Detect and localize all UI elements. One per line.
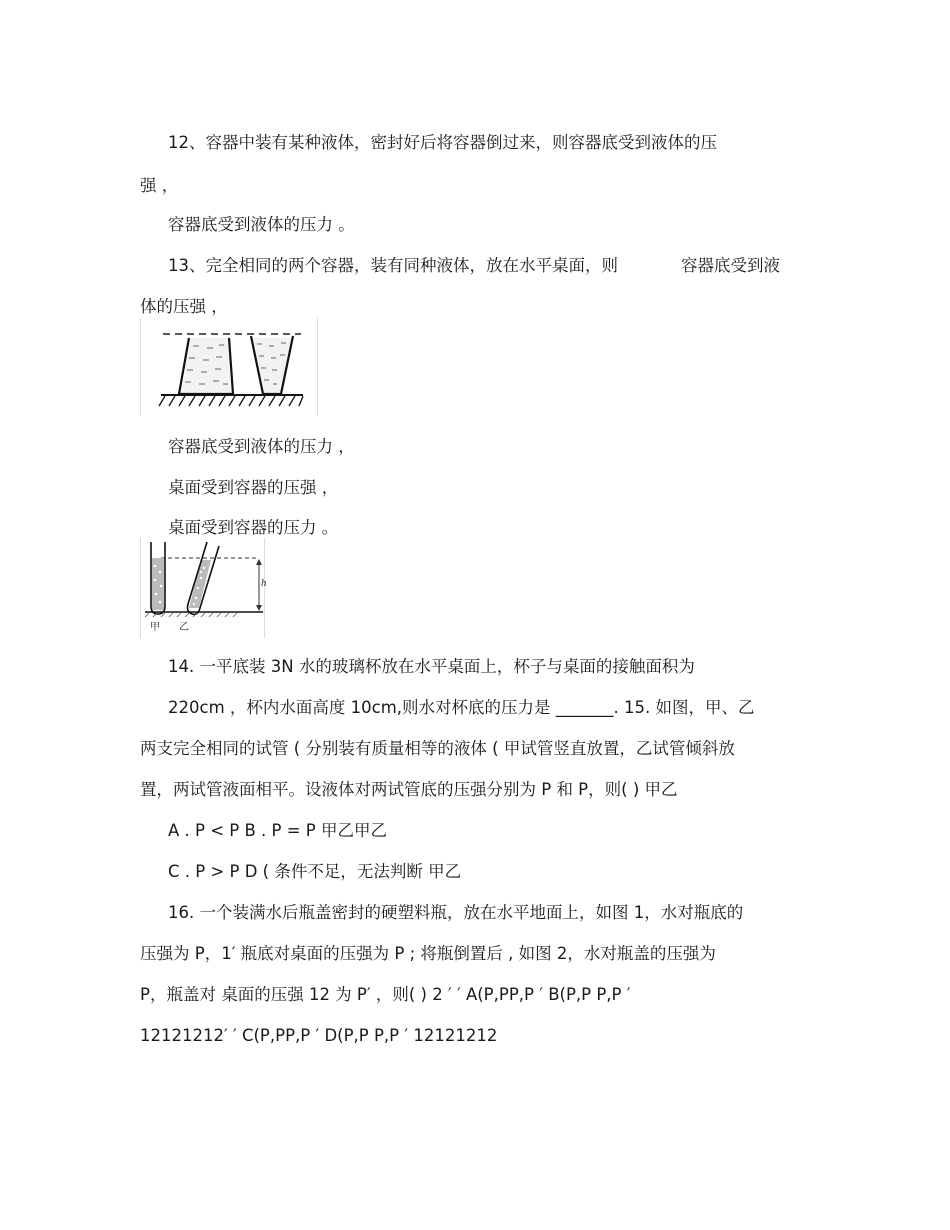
q13-line-1b: 容器底受到液 [681, 256, 780, 275]
q16-line-2: 压强为 P，1′ 瓶底对桌面的压强为 P ; 将瓶倒置后 , 如图 2，水对瓶盖的压强为 [140, 944, 716, 963]
q16-line-4: 12121212′ ′ C(P,PP,P ′ D(P,P P,P ′ 12121212 [140, 1026, 498, 1045]
q12-line-3: 容器底受到液体的压力 。 [168, 215, 355, 234]
figure-test-tubes [140, 538, 265, 638]
containers-diagram [141, 318, 317, 416]
q14-line-1: 14. 一平底装 3N 水的玻璃杯放在水平桌面上，杯子与桌面的接触面积为 [168, 657, 695, 676]
test-tubes-diagram [141, 538, 267, 638]
q13-line-5: 桌面受到容器的压力 。 [168, 518, 339, 537]
q16-line-3: P，瓶盖对 桌面的压强 12 为 P′ ，则( ) 2 ′ ′ A(P,PP,P ′ B(P,P P,P ′ [140, 985, 631, 1004]
height-arrow-bottom [256, 605, 262, 611]
q14-line-3: 两支完全相同的试管 ( 分别装有质量相等的液体 ( 甲试管竖直放置，乙试管倾斜放 [140, 739, 735, 758]
q14-line-5: A . P < P B . P = P 甲乙甲乙 [168, 821, 387, 840]
q13-line-3: 容器底受到液体的压力 ， [168, 437, 355, 456]
figure-containers [140, 318, 318, 416]
q14-line-4: 置，两试管液面相平。设液体对两试管底的压强分别为 P 和 P，则( ) 甲乙 [140, 780, 678, 799]
q13-line-4: 桌面受到容器的压强 ， [168, 478, 339, 497]
height-arrow-top [256, 559, 262, 565]
label-jia: 甲 [150, 622, 160, 633]
q12-line-2: 强 ， [140, 176, 179, 195]
q13-line-1a: 13、完全相同的两个容器，装有同种液体，放在水平桌面，则 [168, 256, 618, 275]
q14-line-6: C . P > P D ( 条件不足，无法判断 甲乙 [168, 862, 462, 881]
label-h: h [261, 579, 267, 589]
q14-line-2: 220cm ，杯内水面高度 10cm,则水对杯底的压力是 _______. 15. 如图，甲、乙 [168, 698, 755, 717]
q12-line-1: 12、容器中装有某种液体，密封好后将容器倒过来，则容器底受到液体的压 [168, 133, 717, 152]
ground-hatching [159, 396, 303, 406]
q16-line-1: 16. 一个装满水后瓶盖密封的硬塑料瓶，放在水平地面上，如图 1，水对瓶底的 [168, 903, 744, 922]
label-yi: 乙 [179, 622, 189, 633]
q13-line-2: 体的压强 ， [140, 297, 228, 316]
